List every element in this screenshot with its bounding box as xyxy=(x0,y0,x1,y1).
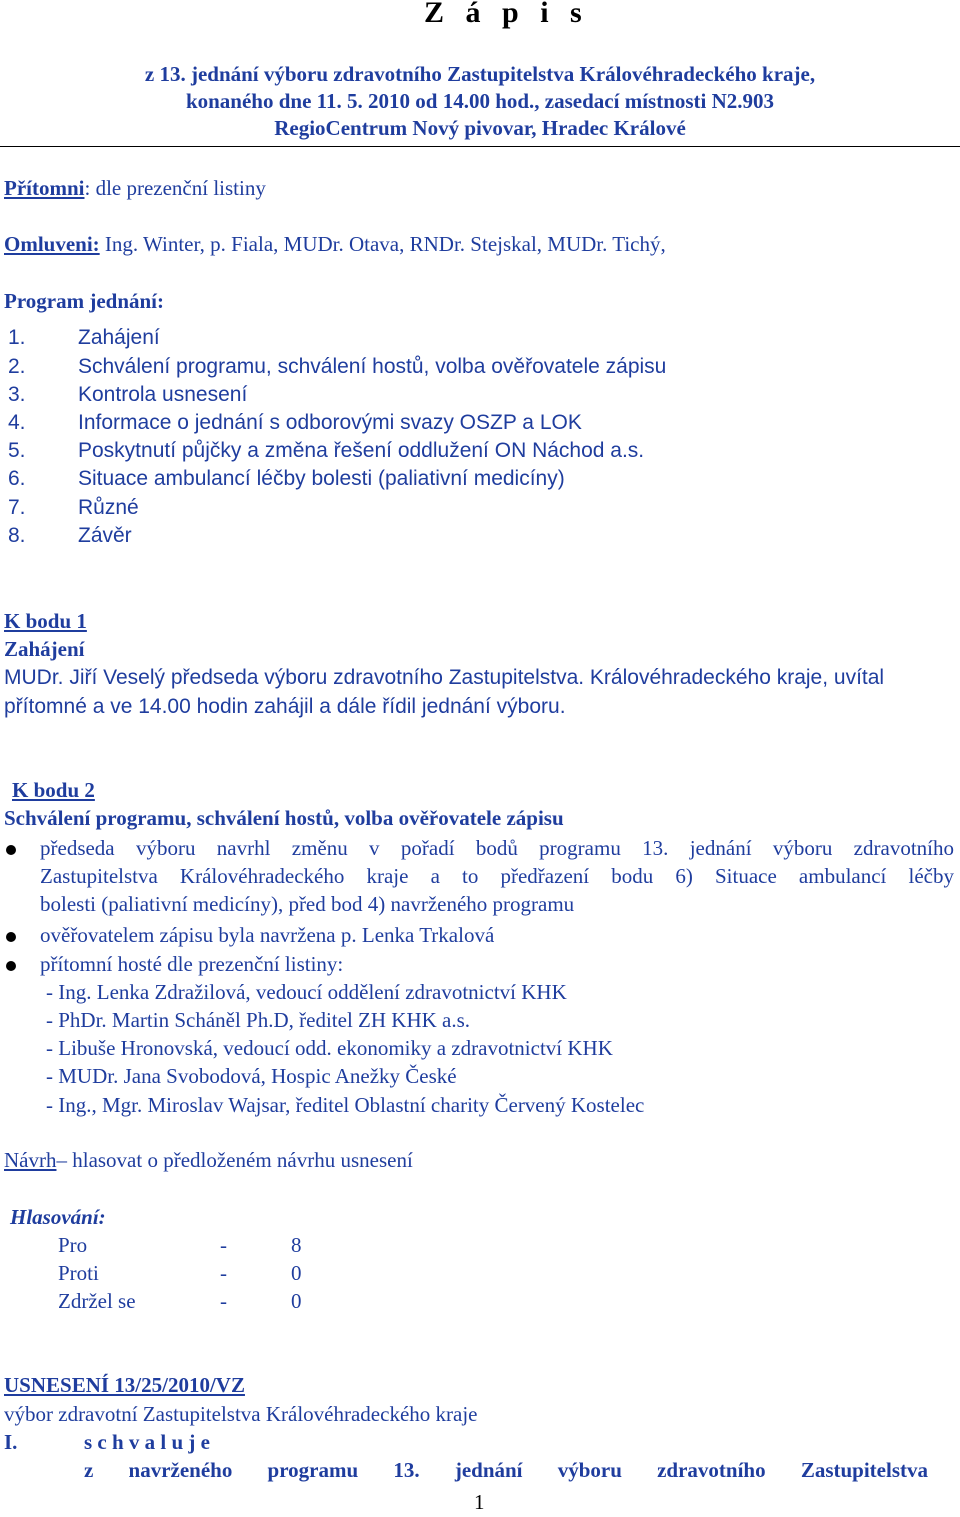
bullet-icon xyxy=(6,932,16,942)
bullet-icon xyxy=(6,845,16,855)
voting-row xyxy=(0,1289,400,1315)
point2-bullet1-line-3: bolesti (paliativní medicíny), před bod 4) navrženého programu xyxy=(40,892,575,916)
header-line-3: RegioCentrum Nový pivovar, Hradec Králové xyxy=(274,116,686,140)
program-item-number: 6. xyxy=(8,467,26,490)
voting-row xyxy=(0,1261,400,1287)
point1-text-line-2: přítomné a ve 14.00 hodin zahájil a dále řídil jednání výboru. xyxy=(4,695,566,718)
header-line-2: konaného dne 11. 5. 2010 od 14.00 hod., zasedací místnosti N2.903 xyxy=(185,89,775,113)
vote-value: 8 xyxy=(291,1233,302,1257)
guest-item: - Ing. Lenka Zdražilová, vedoucí oddělení zdravotnictví KHK xyxy=(46,980,567,1004)
program-item xyxy=(8,496,139,520)
guest-item: - PhDr. Martin Scháněl Ph.D, ředitel ZH KHK a.s. xyxy=(46,1008,471,1032)
point2-subheading: Schválení programu, schválení hostů, volba ověřovatele zápisu xyxy=(4,806,564,830)
vote-dash: - xyxy=(220,1261,227,1285)
point2-bullet1-line-1: předseda výboru navrhl změnu v pořadí bodů programu 13. jednání výboru zdravotního xyxy=(40,836,954,860)
program-item xyxy=(8,524,132,548)
program-item xyxy=(8,383,247,407)
vote-dash: - xyxy=(220,1233,227,1257)
voting-heading: Hlasování: xyxy=(10,1205,106,1229)
point1-subheading: Zahájení xyxy=(4,637,85,661)
resolution-text: z navrženého programu 13. jednání výboru zdravotního Zastupitelstva xyxy=(84,1458,928,1482)
point1-heading: K bodu 1 xyxy=(4,609,87,633)
header-line-1: z 13. jednání výboru zdravotního Zastupitelstva Královéhradeckého kraje, xyxy=(144,62,816,86)
point2-bullet2: ověřovatelem zápisu byla navržena p. Lenka Trkalová xyxy=(40,923,495,947)
program-heading: Program jednání: xyxy=(4,289,165,313)
present-label: Přítomni xyxy=(4,176,85,200)
program-item xyxy=(8,326,160,350)
voting-row xyxy=(0,1233,400,1259)
point2-bullet1-line-2: Zastupitelstva Královéhradeckého kraje a to předřazení bodu 6) Situace ambulancí léčby xyxy=(40,864,954,888)
program-item-number: 4. xyxy=(8,411,26,434)
guest-item: - MUDr. Jana Svobodová, Hospic Anežky České xyxy=(46,1064,457,1088)
resolution-body: výbor zdravotní Zastupitelstva Královéhradeckého kraje xyxy=(4,1402,478,1426)
program-item-text: Různé xyxy=(78,496,139,519)
proposal-text: – hlasovat o předloženém návrhu usnesení xyxy=(56,1148,413,1172)
present-value: : dle prezenční listiny xyxy=(84,176,266,200)
resolution-number: USNESENÍ 13/25/2010/VZ xyxy=(4,1373,245,1397)
point2-bullet3: přítomní hosté dle prezenční listiny: xyxy=(40,952,344,976)
vote-label: Proti xyxy=(58,1261,99,1285)
program-item-number: 8. xyxy=(8,524,26,547)
guest-item: - Ing., Mgr. Miroslav Wajsar, ředitel Oblastní charity Červený Kostelec xyxy=(46,1093,645,1117)
program-item-number: 5. xyxy=(8,439,26,462)
program-item-text: Poskytnutí půjčky a změna řešení oddlužení ON Náchod a.s. xyxy=(78,439,645,462)
program-item-text: Kontrola usnesení xyxy=(78,383,248,406)
program-item-text: Situace ambulancí léčby bolesti (paliativní medicíny) xyxy=(78,467,565,490)
resolution-verb: s c h v a l u j e xyxy=(84,1430,210,1454)
point1-text-line-1: MUDr. Jiří Veselý předseda výboru zdravotního Zastupitelstva. Královéhradeckého kraje, uvítal xyxy=(4,666,885,689)
program-item-text: Schválení programu, schválení hostů, volba ověřovatele zápisu xyxy=(78,355,667,378)
program-item xyxy=(8,467,565,491)
program-item-number: 2. xyxy=(8,355,26,378)
present-line xyxy=(4,176,266,200)
point2-heading: K bodu 2 xyxy=(12,778,95,802)
vote-label: Zdržel se xyxy=(58,1289,136,1313)
page-number: 1 xyxy=(474,1490,485,1514)
vote-label: Pro xyxy=(58,1233,88,1257)
program-item-text: Informace o jednání s odborovými svazy OSZP a LOK xyxy=(78,411,582,434)
vote-value: 0 xyxy=(291,1261,302,1285)
guest-item: - Libuše Hronovská, vedoucí odd. ekonomiky a zdravotnictví KHK xyxy=(46,1036,613,1060)
header-divider xyxy=(0,146,960,147)
program-item-text: Závěr xyxy=(78,524,132,547)
program-item-number: 3. xyxy=(8,383,26,406)
program-item-number: 7. xyxy=(8,496,26,519)
vote-value: 0 xyxy=(291,1289,302,1313)
document-title: Z á p i s xyxy=(424,0,589,29)
proposal-line xyxy=(4,1148,413,1172)
resolution-roman: I. xyxy=(4,1430,18,1454)
excused-line xyxy=(4,232,666,256)
program-item xyxy=(8,439,644,463)
proposal-label: Návrh xyxy=(4,1148,57,1172)
vote-dash: - xyxy=(220,1289,227,1313)
bullet-icon xyxy=(6,961,16,971)
excused-label: Omluveni: xyxy=(4,232,100,256)
program-item xyxy=(8,411,582,435)
excused-value: Ing. Winter, p. Fiala, MUDr. Otava, RNDr. Stejskal, MUDr. Tichý, xyxy=(99,232,666,256)
program-item xyxy=(8,355,666,379)
program-item-number: 1. xyxy=(8,326,26,349)
program-item-text: Zahájení xyxy=(78,326,160,349)
